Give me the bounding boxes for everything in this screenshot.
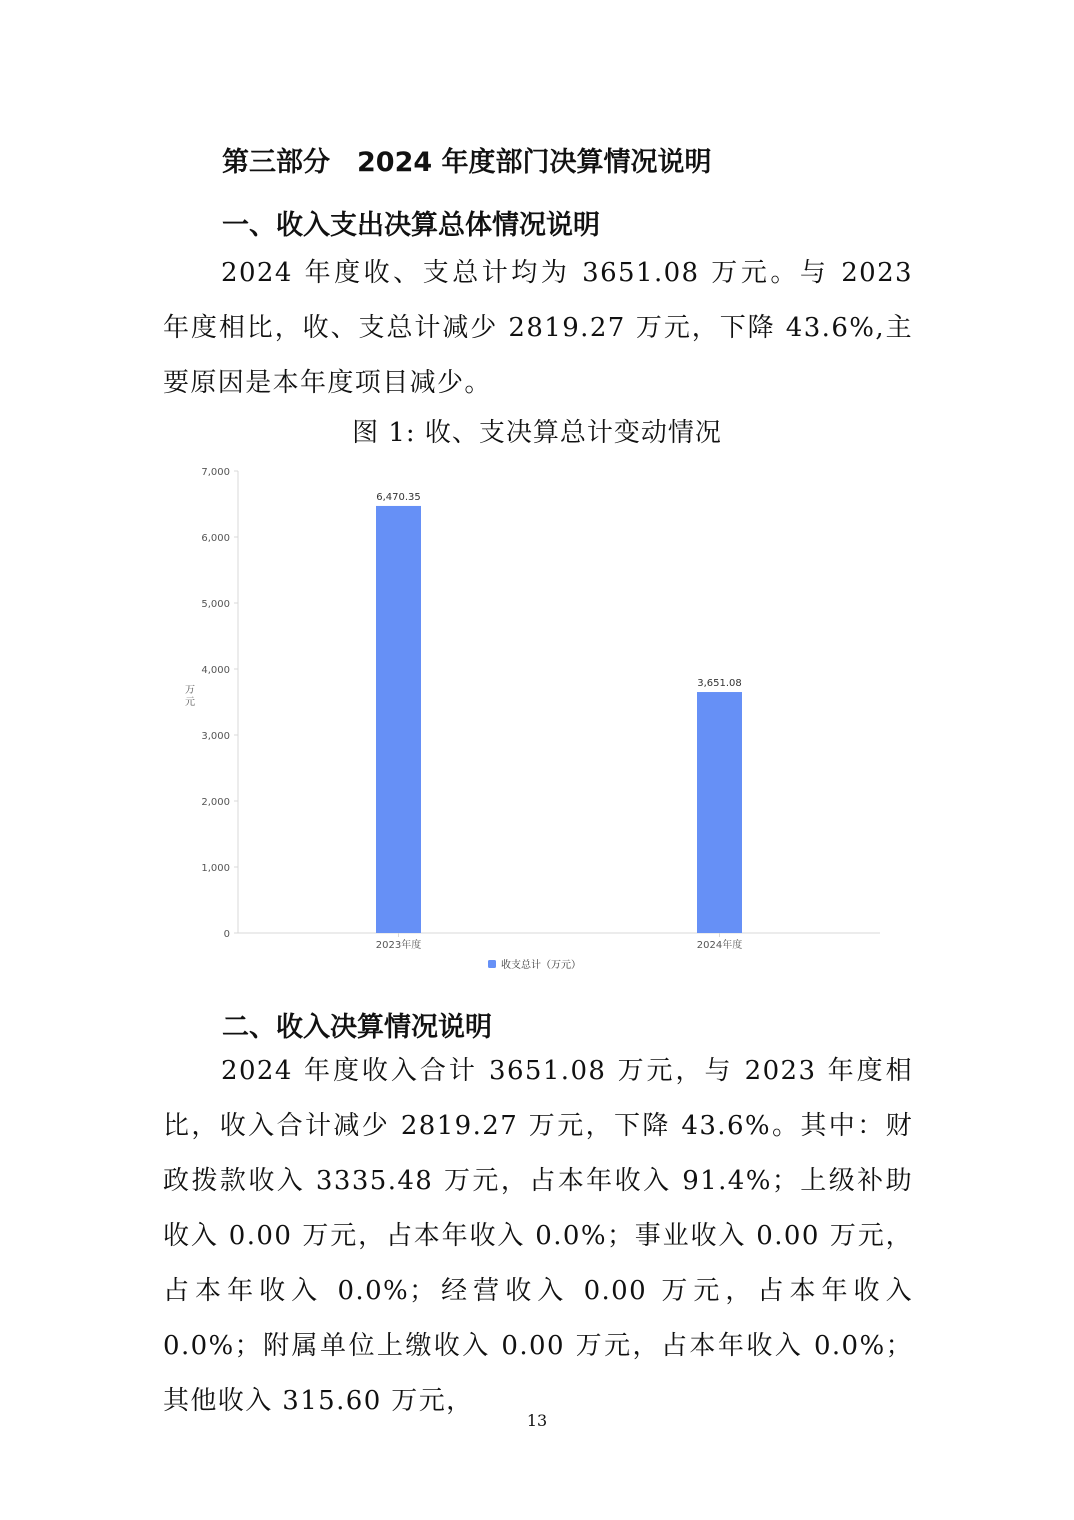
y-tick-label: 4,000 <box>201 665 230 676</box>
figure-caption: 图 1: 收、支决算总计变动情况 <box>352 418 722 448</box>
y-tick-label: 2,000 <box>201 797 230 808</box>
x-tick-label: 2024年度 <box>696 940 743 951</box>
bar-chart <box>170 455 900 985</box>
legend-swatch <box>488 960 496 968</box>
y-tick-label: 1,000 <box>201 863 230 874</box>
bar-data-label: 3,651.08 <box>697 678 742 690</box>
y-tick-label: 5,000 <box>201 599 230 610</box>
y-tick-label: 7,000 <box>201 467 230 478</box>
y-tick-label: 6,000 <box>201 533 230 544</box>
legend-label: 收支总计（万元） <box>501 960 581 971</box>
page-title: 第三部分 2024 年度部门决算情况说明 <box>222 147 712 178</box>
section-heading-income: 二、收入决算情况说明 <box>222 1012 492 1043</box>
section-heading-income-expense: 一、收入支出决算总体情况说明 <box>222 210 600 241</box>
y-axis-label: 万 <box>185 685 195 696</box>
y-axis-label: 元 <box>185 697 195 708</box>
y-tick-label: 0 <box>223 929 230 940</box>
bar-data-label: 6,470.35 <box>376 491 421 503</box>
x-tick-label: 2023年度 <box>375 940 422 951</box>
section1-paragraph: 2024 年度收、支总计均为 3651.08 万元。与 2023 年度相比，收、支总计减少 2819.27 万元，下降 43.6%,主要原因是本年度项目减少。 <box>163 258 913 398</box>
y-tick-label: 3,000 <box>201 731 230 742</box>
bar-2 <box>697 692 742 933</box>
bar-1 <box>376 506 421 933</box>
section2-paragraph: 2024 年度收入合计 3651.08 万元，与 2023 年度相比，收入合计减少 2819.27 万元，下降 43.6%。其中：财政拨款收入 3335.48 万元，占本年收入 91.4%；上级补助收入 0.00 万元，占本年收入 0.0%；事业收入 0.00 万元，占本年收入 0.0%；经营收入 0.00 万元，占本年收入 0.0%；附属单位上缴收入 0.00 万元，占本年收入 0.0%；其他收入 315.60 万元， <box>163 1056 913 1416</box>
page-number: 13 <box>526 1411 548 1430</box>
